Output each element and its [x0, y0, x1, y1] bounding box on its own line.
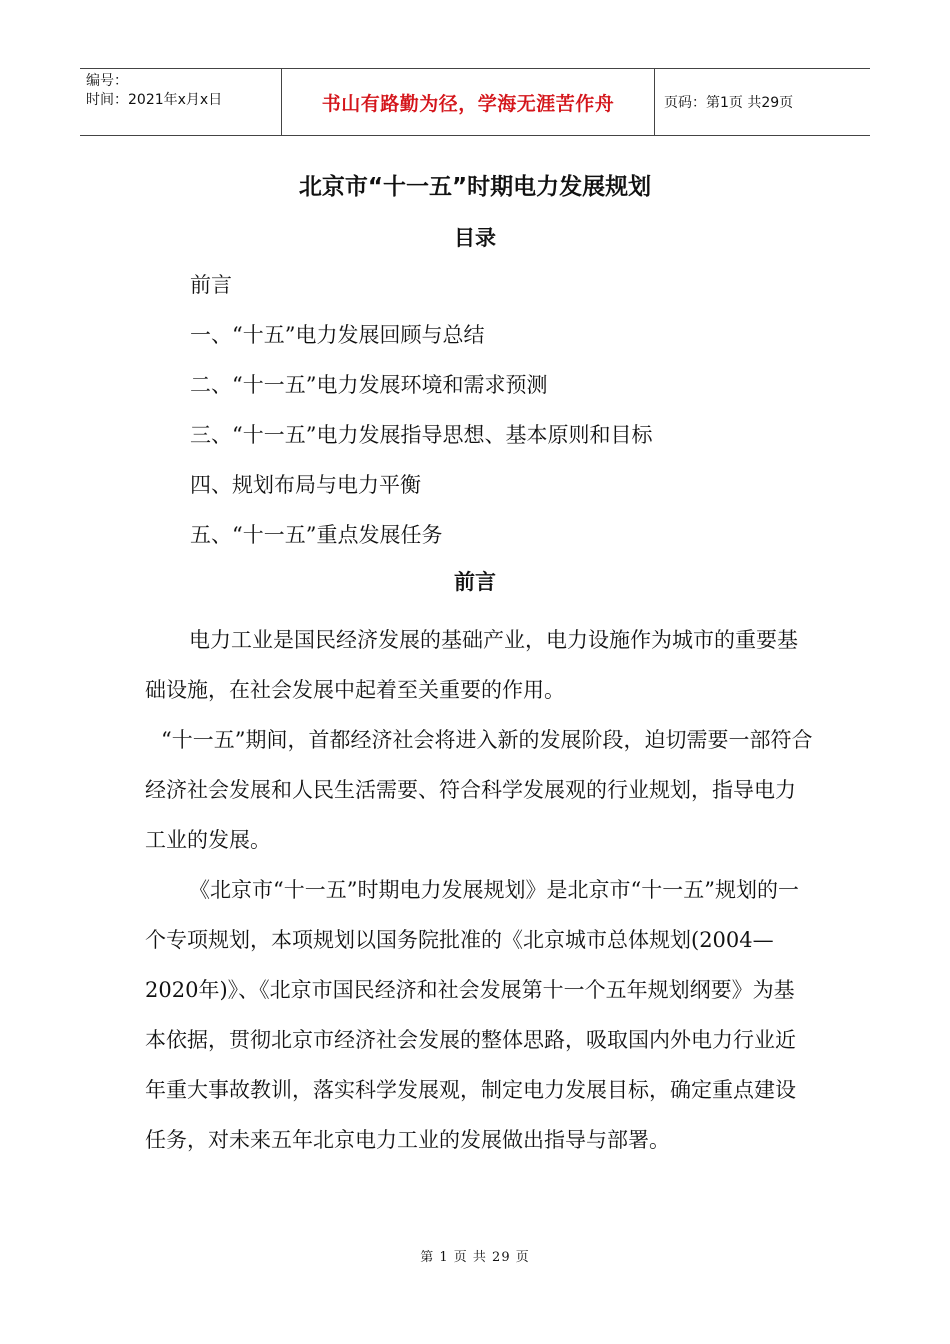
- header-page-info: 页码：第1页 共29页: [664, 95, 794, 111]
- table-of-contents: [190, 268, 652, 568]
- toc-item: 二、“十一五”电力发展环境和需求预测: [190, 373, 548, 397]
- toc-item: 四、规划布局与电力平衡: [190, 473, 421, 497]
- header-meta: [80, 69, 282, 135]
- number-label: 编号：: [86, 73, 128, 89]
- paragraph: 电力工业是国民经济发展的基础产业，电力设施作为城市的重要基础设施，在社会发展中起着至关重要的作用。: [145, 628, 798, 702]
- date-label: 时间：2021年x月x日: [86, 92, 223, 108]
- toc-item: 五、“十一五”重点发展任务: [190, 523, 443, 547]
- toc-item: 一、“十五”电力发展回顾与总结: [190, 323, 485, 347]
- header-motto: 书山有路勤为径，学海无涯苦作舟: [282, 69, 655, 135]
- document-title: 北京市“十一五”时期电力发展规划: [298, 174, 652, 200]
- toc-item: 三、“十一五”电力发展指导思想、基本原则和目标: [190, 423, 653, 447]
- toc-heading: 目录: [454, 225, 496, 250]
- body-text: [145, 615, 815, 1165]
- paragraph: “十一五”期间，首都经济社会将进入新的发展阶段，迫切需要一部符合经济社会发展和人民生活需要、符合科学发展观的行业规划，指导电力工业的发展。: [145, 728, 813, 852]
- toc-item: 前言: [190, 273, 232, 297]
- document-header: [80, 68, 870, 136]
- page-footer: 第 1 页 共 29 页: [420, 1250, 530, 1265]
- section-heading: 前言: [454, 569, 496, 594]
- paragraph: 《北京市“十一五”时期电力发展规划》是北京市“十一五”规划的一个专项规划，本项规划以国务院批准的《北京城市总体规划(2004—2020年)》、《北京市国民经济和社会发展第十一个五年规划纲要》为基本依据，贯彻北京市经济社会发展的整体思路，吸取国内外电力行业近年重大事故教训，落实科学发展观，制定电力发展目标，确定重点建设任务，对未来五年北京电力工业的发展做出指导与部署。: [145, 878, 799, 1152]
